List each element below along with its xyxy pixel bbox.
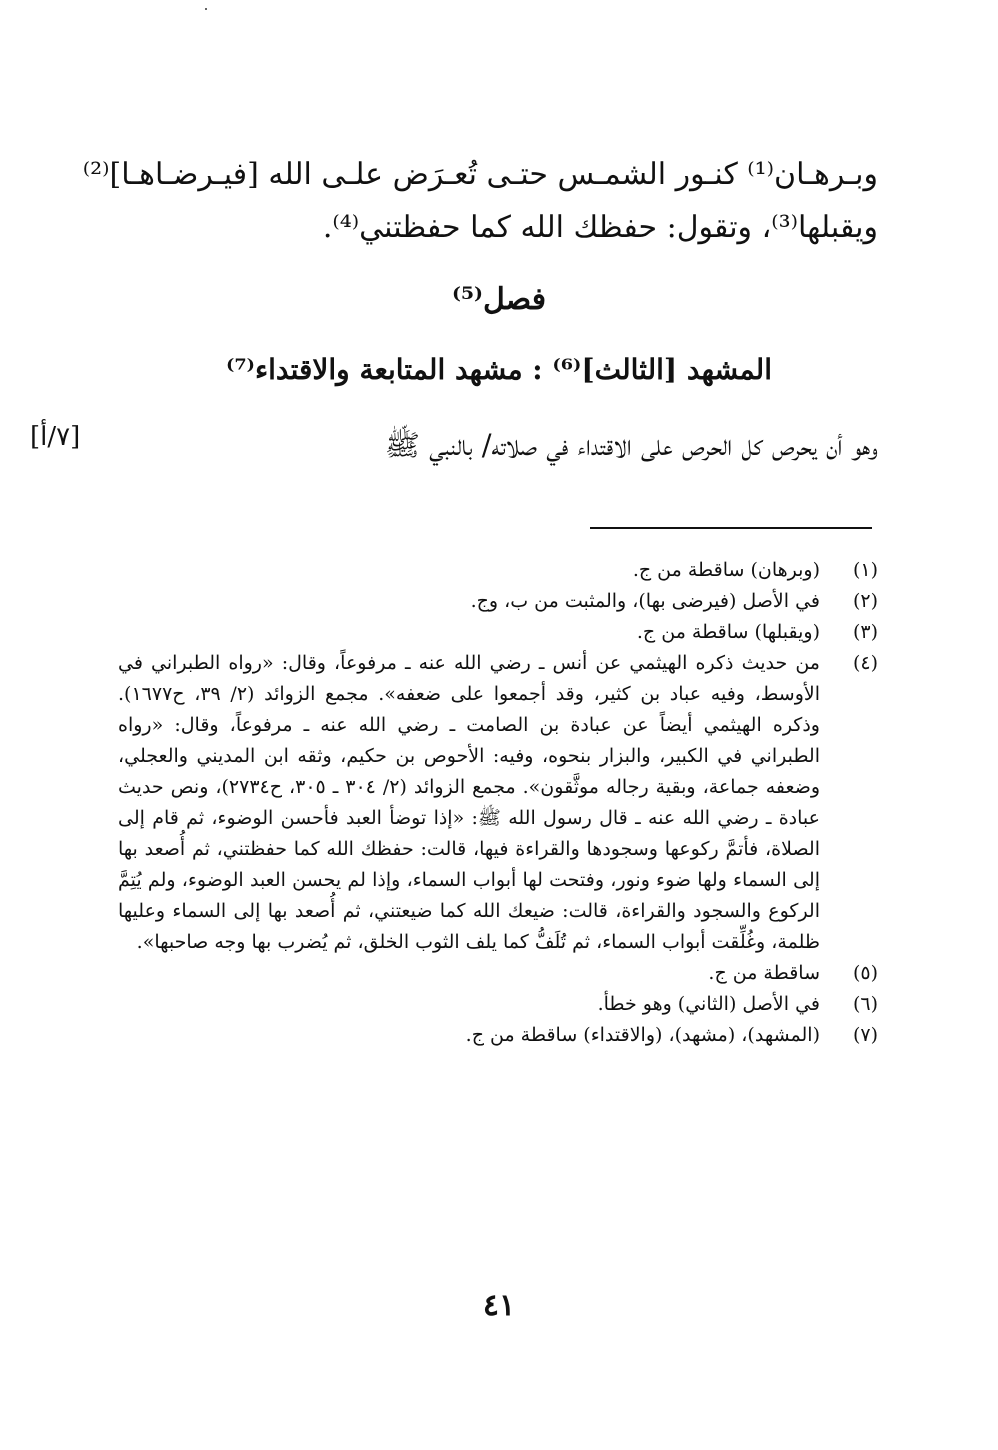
footnote-number: (٤) bbox=[852, 652, 878, 674]
footnote-1 bbox=[118, 555, 878, 586]
footnote-6 bbox=[118, 989, 878, 1020]
sub-heading: المشهد [الثالث]⁽⁶⁾ : مشهد المتابعة والاقتداء⁽⁷⁾ bbox=[226, 353, 772, 386]
footnote-number: (٧) bbox=[852, 1024, 878, 1046]
main-text-line-1: وبـرهـان⁽¹⁾ كنـور الشمـس حتـى تُعـرَض علـى الله [فيـرضـاهـا]⁽²⁾ bbox=[82, 157, 878, 192]
footnote-number: (٣) bbox=[852, 621, 878, 643]
footnote-number: (٥) bbox=[852, 962, 878, 984]
scan-speck bbox=[205, 8, 207, 10]
body-line: وهو أن يحرص كل الحرص على الاقتداء في صلاته/ بالنبي ﷺ bbox=[384, 428, 878, 462]
page-number: ٤١ bbox=[482, 1288, 516, 1323]
footnote-separator bbox=[590, 527, 872, 529]
footnote-text: (ويقبلها) ساقطة من ج. bbox=[636, 621, 820, 643]
footnote-number: (١) bbox=[852, 559, 878, 581]
footnote-text: (المشهد)، (مشهد)، (والاقتداء) ساقطة من ج. bbox=[465, 1024, 820, 1046]
footnote-text: من حديث ذكره الهيثمي عن أنس ـ رضي الله عنه ـ مرفوعاً، وقال: «رواه الطبراني في الأوسط، وفيه عباد بن كثير، وقد أجمعوا على ضعفه». مجمع الزوائد (٢/ ٣٩، ح١٦٧٧). وذكره الهيثمي أيضاً عن عبادة بن الصامت ـ رضي الله عنه ـ مرفوعاً، وقال: «رواه الطبراني في الكبير، والبزار بنحوه، وفيه: الأحوص بن حكيم، وثقه ابن المديني والعجلي، وضعفه جماعة، وبقية رجاله موثَّقون». مجمع الزوائد (٢/ ٣٠٤ ـ ٣٠٥، ح٢٧٣٤)، ونص حديث عبادة ـ رضي الله عنه ـ قال رسول الله ﷺ: «إذا توضأ العبد فأحسن الوضوء، ثم قام إلى الصلاة، فأتمَّ ركوعها وسجودها والقراءة فيها، قالت: حفظك الله كما حفظتني، ثم أُصعد بها إلى السماء ولها ضوء ونور، وفتحت لها أبواب السماء، وإذا لم يحسن العبد الوضوء، ولم يُتِمَّ الركوع والسجود والقراءة، قالت: ضيعك الله كما ضيعتني، ثم أُصعد بها إلى السماء وعليها ظلمة، وغُلِّقت أبواب السماء، ثم تُلَفُّ كما يلف الثوب الخلق، ثم يُضرب بها وجه صاحبها». bbox=[118, 652, 820, 953]
footnote-2 bbox=[118, 586, 878, 617]
footnote-5 bbox=[118, 958, 878, 989]
footnote-text: في الأصل (الثاني) وهو خطأ. bbox=[597, 993, 820, 1015]
footnote-3 bbox=[118, 617, 878, 648]
footnote-4 bbox=[118, 648, 878, 958]
footnote-text: في الأصل (فيرضى بها)، والمثبت من ب، وج. bbox=[470, 590, 820, 612]
footnote-text: (وبرهان) ساقطة من ج. bbox=[632, 559, 820, 581]
footnote-number: (٦) bbox=[852, 993, 878, 1015]
folio-marker: [٧/أ] bbox=[30, 422, 81, 452]
footnote-text: ساقطة من ج. bbox=[708, 962, 820, 984]
footnotes bbox=[118, 555, 878, 1051]
footnote-number: (٢) bbox=[852, 590, 878, 612]
section-heading: فصل⁽⁵⁾ bbox=[451, 282, 547, 317]
footnote-7 bbox=[118, 1020, 878, 1051]
main-text-line-2: ويقبلها⁽³⁾، وتقول: حفظك الله كما حفظتني⁽⁴⁾. bbox=[322, 210, 878, 245]
